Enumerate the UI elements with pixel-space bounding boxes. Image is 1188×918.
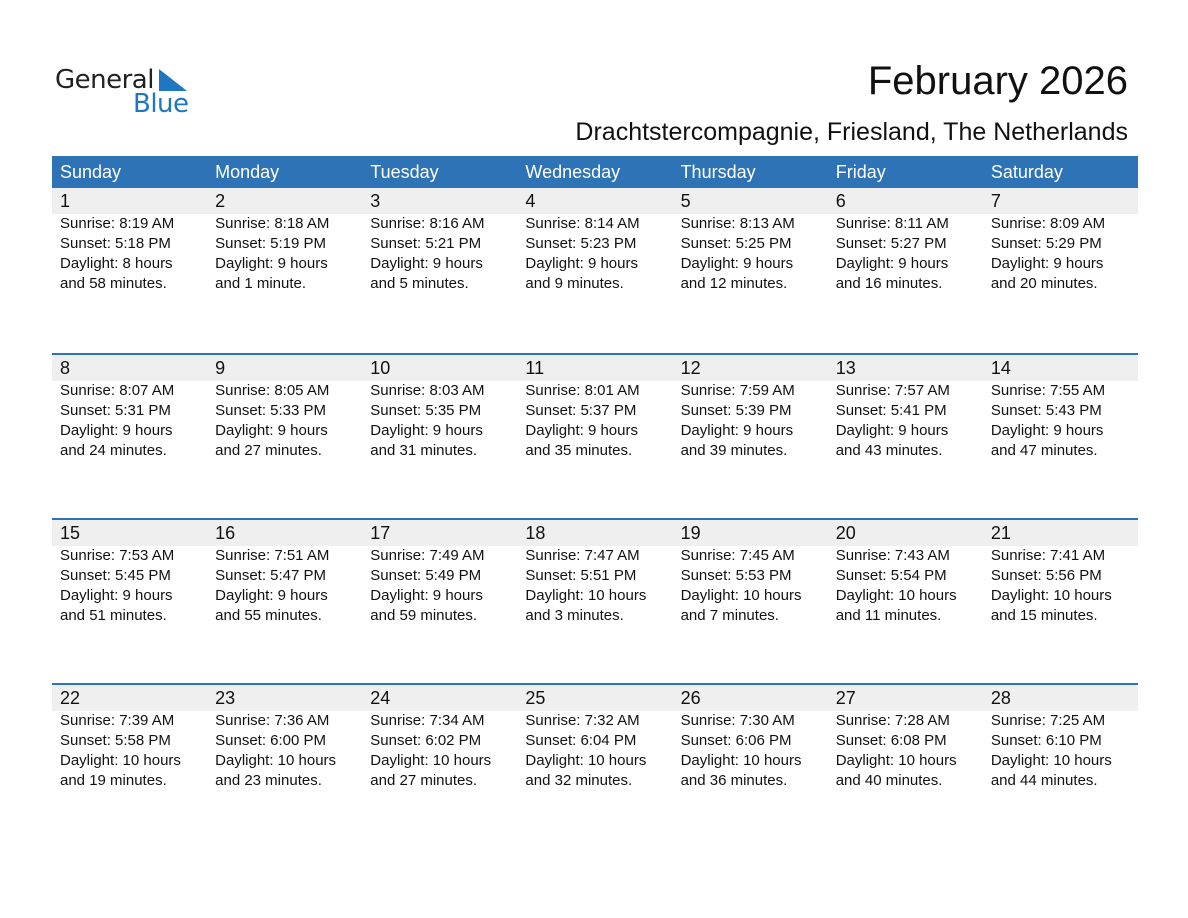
day-cell (983, 188, 1138, 294)
weekday-friday: Friday (835, 162, 886, 182)
daylight-duration: and 35 minutes. (525, 442, 633, 459)
daylight-duration: Daylight: 10 hours (525, 752, 647, 769)
day-cell (673, 685, 828, 791)
sunset-time: Sunset: 5:49 PM (370, 567, 482, 584)
day-cell (207, 355, 362, 461)
daylight-duration: Daylight: 9 hours (370, 422, 483, 439)
sunrise-time: Sunrise: 7:32 AM (525, 712, 640, 729)
sunset-time: Sunset: 5:35 PM (370, 402, 482, 419)
day-number: 19 (680, 523, 701, 543)
daylight-duration: Daylight: 10 hours (835, 752, 957, 769)
daylight-duration: and 36 minutes. (680, 772, 788, 789)
weekday-thursday: Thursday (680, 162, 756, 182)
week-row (52, 683, 1138, 848)
day-number: 27 (835, 688, 856, 708)
sunrise-time: Sunrise: 8:09 AM (990, 215, 1106, 232)
day-cell (673, 188, 828, 294)
day-cell (362, 355, 517, 461)
sunrise-time: Sunrise: 7:57 AM (835, 382, 950, 399)
sunrise-time: Sunrise: 7:45 AM (680, 547, 795, 564)
day-number: 20 (835, 523, 856, 543)
sunrise-time: Sunrise: 8:18 AM (215, 215, 330, 232)
day-cell (362, 520, 517, 626)
daylight-duration: and 12 minutes. (680, 275, 788, 292)
daylight-duration: and 43 minutes. (835, 442, 943, 459)
week-cells (52, 685, 1138, 791)
daylight-duration: and 9 minutes. (525, 275, 624, 292)
day-number: 5 (680, 191, 691, 211)
daylight-duration: Daylight: 9 hours (370, 255, 483, 272)
weekday-wednesday: Wednesday (525, 162, 621, 182)
day-number: 10 (370, 358, 391, 378)
daylight-duration: and 39 minutes. (680, 442, 788, 459)
daylight-duration: Daylight: 9 hours (990, 422, 1104, 439)
day-number: 12 (680, 358, 701, 378)
day-cell (983, 355, 1138, 461)
week-cells (52, 355, 1138, 461)
daylight-duration: and 16 minutes. (835, 275, 943, 292)
sunset-time: Sunset: 5:51 PM (525, 567, 637, 584)
day-cell (828, 355, 983, 461)
sunset-time: Sunset: 6:00 PM (215, 732, 327, 749)
daylight-duration: Daylight: 9 hours (60, 422, 173, 439)
daylight-duration: and 1 minute. (215, 275, 307, 292)
sunrise-time: Sunrise: 7:53 AM (60, 547, 175, 564)
sunset-time: Sunset: 5:18 PM (60, 235, 171, 252)
sunset-time: Sunset: 5:23 PM (525, 235, 637, 252)
daylight-duration: Daylight: 9 hours (370, 587, 483, 604)
daylight-duration: Daylight: 9 hours (680, 422, 794, 439)
sunset-time: Sunset: 5:25 PM (680, 235, 792, 252)
daylight-duration: and 27 minutes. (215, 442, 322, 459)
daylight-duration: Daylight: 10 hours (835, 587, 957, 604)
day-number: 7 (990, 191, 1001, 211)
sunset-time: Sunset: 6:02 PM (370, 732, 482, 749)
sunrise-time: Sunrise: 7:36 AM (215, 712, 330, 729)
daylight-duration: and 40 minutes. (835, 772, 943, 789)
week-row (52, 518, 1138, 683)
day-number: 17 (370, 523, 391, 543)
day-cell (517, 685, 672, 791)
sunrise-time: Sunrise: 7:25 AM (990, 712, 1106, 729)
daylight-duration: and 15 minutes. (990, 607, 1098, 624)
sunset-time: Sunset: 5:21 PM (370, 235, 482, 252)
daylight-duration: and 19 minutes. (60, 772, 167, 789)
day-cell (207, 520, 362, 626)
day-number: 28 (990, 688, 1011, 708)
daylight-duration: Daylight: 10 hours (60, 752, 181, 769)
day-cell (517, 355, 672, 461)
day-cell (207, 188, 362, 294)
daylight-duration: Daylight: 9 hours (835, 422, 949, 439)
sunrise-time: Sunrise: 8:16 AM (370, 215, 485, 232)
sunrise-time: Sunrise: 7:30 AM (680, 712, 795, 729)
sunrise-time: Sunrise: 8:11 AM (835, 215, 949, 232)
day-number: 9 (215, 358, 226, 378)
day-number: 15 (60, 523, 81, 543)
sunset-time: Sunset: 5:27 PM (835, 235, 947, 252)
day-cell (52, 520, 207, 626)
weekday-saturday: Saturday (990, 162, 1063, 182)
sunset-time: Sunset: 5:31 PM (60, 402, 171, 419)
daylight-duration: Daylight: 10 hours (990, 752, 1112, 769)
logo-text-general: General (55, 65, 154, 95)
sunset-time: Sunset: 5:41 PM (835, 402, 947, 419)
sunrise-time: Sunrise: 8:19 AM (60, 215, 175, 232)
sunset-time: Sunset: 6:10 PM (990, 732, 1102, 749)
daylight-duration: Daylight: 9 hours (835, 255, 949, 272)
daylight-duration: and 32 minutes. (525, 772, 633, 789)
day-number: 2 (215, 191, 226, 211)
week-row (52, 188, 1138, 353)
calendar-grid (52, 156, 1138, 848)
daylight-duration: Daylight: 9 hours (525, 422, 638, 439)
logo-text-blue: Blue (133, 89, 189, 119)
day-number: 13 (835, 358, 856, 378)
day-cell (828, 520, 983, 626)
sunrise-time: Sunrise: 7:41 AM (990, 547, 1106, 564)
sunset-time: Sunset: 5:37 PM (525, 402, 637, 419)
generalblue-logo (55, 64, 205, 120)
daylight-duration: and 7 minutes. (680, 607, 779, 624)
day-cell (52, 355, 207, 461)
day-cell (828, 188, 983, 294)
day-cell (673, 355, 828, 461)
sunset-time: Sunset: 6:06 PM (680, 732, 792, 749)
daylight-duration: Daylight: 10 hours (680, 752, 802, 769)
day-cell (52, 685, 207, 791)
daylight-duration: Daylight: 10 hours (525, 587, 647, 604)
sunrise-time: Sunrise: 8:14 AM (525, 215, 640, 232)
day-number: 11 (525, 358, 545, 378)
week-cells (52, 520, 1138, 626)
sunset-time: Sunset: 5:43 PM (990, 402, 1102, 419)
day-number: 24 (370, 688, 391, 708)
day-cell (517, 520, 672, 626)
sunset-time: Sunset: 5:47 PM (215, 567, 327, 584)
daylight-duration: and 11 minutes. (835, 607, 942, 624)
sunset-time: Sunset: 5:29 PM (990, 235, 1102, 252)
sunrise-time: Sunrise: 7:51 AM (215, 547, 330, 564)
daylight-duration: Daylight: 10 hours (370, 752, 492, 769)
sunrise-time: Sunrise: 8:01 AM (525, 382, 640, 399)
day-cell (828, 685, 983, 791)
day-number: 8 (60, 358, 71, 378)
day-number: 4 (525, 191, 536, 211)
daylight-duration: and 20 minutes. (990, 275, 1098, 292)
daylight-duration: Daylight: 10 hours (680, 587, 802, 604)
day-number: 3 (370, 191, 381, 211)
sunrise-time: Sunrise: 8:05 AM (215, 382, 330, 399)
sunrise-time: Sunrise: 8:13 AM (680, 215, 795, 232)
daylight-duration: Daylight: 9 hours (215, 422, 328, 439)
daylight-duration: and 23 minutes. (215, 772, 322, 789)
sunrise-time: Sunrise: 8:03 AM (370, 382, 485, 399)
daylight-duration: and 3 minutes. (525, 607, 624, 624)
sunrise-time: Sunrise: 7:49 AM (370, 547, 485, 564)
day-number: 1 (60, 191, 71, 211)
day-cell (52, 188, 207, 294)
daylight-duration: and 31 minutes. (370, 442, 478, 459)
daylight-duration: and 47 minutes. (990, 442, 1098, 459)
daylight-duration: Daylight: 9 hours (990, 255, 1104, 272)
sunrise-time: Sunrise: 7:34 AM (370, 712, 485, 729)
daylight-duration: and 51 minutes. (60, 607, 167, 624)
sunrise-time: Sunrise: 7:55 AM (990, 382, 1106, 399)
week-row (52, 353, 1138, 518)
daylight-duration: Daylight: 10 hours (990, 587, 1112, 604)
location-subtitle: Drachtstercompagnie, Friesland, The Netherlands (575, 118, 1128, 146)
day-cell (517, 188, 672, 294)
sunset-time: Sunset: 5:56 PM (990, 567, 1102, 584)
day-cell (207, 685, 362, 791)
sunrise-time: Sunrise: 7:28 AM (835, 712, 950, 729)
page-title: February 2026 (867, 59, 1128, 103)
daylight-duration: and 59 minutes. (370, 607, 478, 624)
day-cell (983, 685, 1138, 791)
day-cell (983, 520, 1138, 626)
weekday-monday: Monday (215, 162, 280, 182)
sunset-time: Sunset: 5:33 PM (215, 402, 327, 419)
daylight-duration: Daylight: 9 hours (60, 587, 173, 604)
sunset-time: Sunset: 5:45 PM (60, 567, 171, 584)
weekday-sunday: Sunday (60, 162, 122, 182)
daylight-duration: Daylight: 9 hours (525, 255, 638, 272)
weekday-tuesday: Tuesday (370, 162, 439, 182)
sunrise-time: Sunrise: 7:47 AM (525, 547, 640, 564)
day-number: 25 (525, 688, 546, 708)
day-cell (362, 188, 517, 294)
sunset-time: Sunset: 5:19 PM (215, 235, 327, 252)
day-cell (362, 685, 517, 791)
sunrise-time: Sunrise: 7:59 AM (680, 382, 795, 399)
daylight-duration: and 24 minutes. (60, 442, 167, 459)
day-number: 26 (680, 688, 701, 708)
sunset-time: Sunset: 6:04 PM (525, 732, 637, 749)
sunset-time: Sunset: 5:54 PM (835, 567, 947, 584)
day-number: 23 (215, 688, 236, 708)
sunset-time: Sunset: 6:08 PM (835, 732, 947, 749)
weeks-container (52, 188, 1138, 848)
daylight-duration: Daylight: 9 hours (680, 255, 794, 272)
daylight-duration: Daylight: 8 hours (60, 255, 173, 272)
daylight-duration: Daylight: 9 hours (215, 255, 328, 272)
day-cell (673, 520, 828, 626)
daylight-duration: and 58 minutes. (60, 275, 167, 292)
day-number: 6 (835, 191, 846, 211)
day-number: 14 (990, 358, 1011, 378)
sunrise-time: Sunrise: 8:07 AM (60, 382, 175, 399)
sunrise-time: Sunrise: 7:39 AM (60, 712, 175, 729)
day-number: 22 (60, 688, 81, 708)
day-number: 16 (215, 523, 236, 543)
sunrise-time: Sunrise: 7:43 AM (835, 547, 950, 564)
sunset-time: Sunset: 5:53 PM (680, 567, 792, 584)
sunset-time: Sunset: 5:58 PM (60, 732, 171, 749)
sunset-time: Sunset: 5:39 PM (680, 402, 792, 419)
daylight-duration: and 44 minutes. (990, 772, 1098, 789)
daylight-duration: and 5 minutes. (370, 275, 469, 292)
weekday-header-row (52, 156, 1138, 188)
day-number: 18 (525, 523, 546, 543)
week-cells (52, 188, 1138, 294)
daylight-duration: and 55 minutes. (215, 607, 322, 624)
day-number: 21 (990, 523, 1011, 543)
daylight-duration: Daylight: 9 hours (215, 587, 328, 604)
daylight-duration: and 27 minutes. (370, 772, 478, 789)
daylight-duration: Daylight: 10 hours (215, 752, 337, 769)
